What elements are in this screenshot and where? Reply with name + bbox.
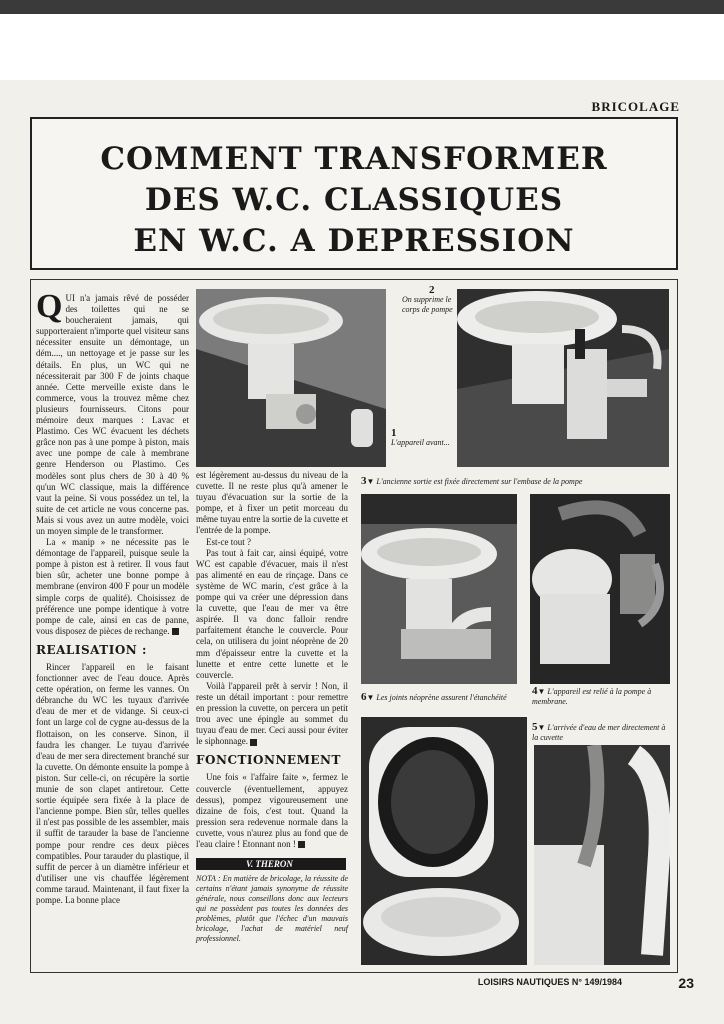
- caption-text: L'ancienne sortie est fixée directement sur l'embase de la pompe: [376, 477, 583, 486]
- photo-sea-water-inlet: [534, 745, 670, 965]
- sea-water-inlet-illustration: [534, 745, 670, 965]
- caption-1: [391, 428, 456, 448]
- intro-paragraph: UI n'a jamais rêvé de posséder des toilettes qui ne se boucheraient jamais, qui supporteraient n'importe quel visiteur sans nécessiter ensuite un démontage, un dém...., un nettoyage et je passe sur les détails. En plus, un WC qui ne nécessiterait par 300 F de joints chaque année. Cette merveille existe dans le commerce, vous la trouvez même chez plusieurs fournisseurs. Citons pour mémoire deux marques : Lavac et Plastimo. Ces WC évacuent les déchets grâce non pas à une pompe à piston, mais avec une pompe de cale à membrane genre Henderson ou Plastimo. Ces modèles sont plus chers de 30 à 40 % qu'un WC classique, mais la différence vaut la peine. Si vous possédez un tel, la suite de cet article ne vous concerne pas. Mais si vous avez un autre modèle, voici un moyen simple de le transformer.: [36, 293, 189, 536]
- drop-cap: Q: [36, 288, 63, 325]
- title-line-2: DES W.C. CLASSIQUES: [144, 182, 564, 218]
- photo-outlet-fixed: [361, 494, 517, 684]
- outlet-fixed-illustration: [361, 494, 517, 684]
- caption-text: L'appareil avant...: [391, 438, 450, 447]
- caption-number: 4: [532, 685, 538, 697]
- page-number: 23: [678, 975, 694, 991]
- end-mark: [298, 841, 305, 848]
- title-line-3: EN W.C. A DEPRESSION: [133, 223, 575, 259]
- title-box: [30, 117, 678, 270]
- caption-3: [361, 476, 671, 487]
- toilet-pump-illustration: [457, 289, 669, 467]
- caption-number: 6: [361, 691, 367, 703]
- caption-text: Les joints néoprène assurent l'étanchéité: [376, 693, 507, 702]
- paragraph: Une fois « l'affaire faite », fermez le couvercle (éventuellement, appuyez dessus), pompez vigoureusement une dizaine de fois, c'est tout. Quand la pression sera redevenue normale dans la cuvette, vous n'aurez plus au fond que de l'eau claire ! Etonnant non !: [196, 772, 348, 849]
- question: Est-ce tout ?: [206, 536, 251, 547]
- end-mark: [250, 739, 257, 746]
- paragraph: Pas tout à fait car, ainsi équipé, votre WC est capable d'évacuer, mais il n'est pas alimenté en eau de rinçage. Dans ce système de WC marin, c'est grâce à la pompe qui va créer une dépression dans la cuvette, que l'eau de mer va être aspirée. Il va donc falloir rendre parfaitement étanche le couvercle. Pour cela, on utilisera du joint néoprène de 20 mm d'épaisseur entre la cuvette et la lunette et entre cette lunette et le couvercle.: [196, 547, 348, 680]
- caption-number: 2: [429, 284, 435, 296]
- end-mark: [172, 628, 179, 635]
- caption-number: 3: [361, 475, 367, 487]
- caption-number: 5: [532, 721, 538, 733]
- pump-connected-illustration: [530, 494, 670, 684]
- nota-paragraph: NOTA : En matière de bricolage, la réussite de certains n'étant jamais synonyme de réussite générale, nous conseillons donc aux lecteurs qui ne possèdent pas toutes les données des problèmes, plutôt que l'échec d'un mauvais bricolage, l'achat de matériel neuf professionnel.: [196, 874, 348, 944]
- photo-pump-connected: [530, 494, 670, 684]
- paragraph: La « manip » ne nécessite pas le démontage de l'appareil, puisque seule la pompe à piston est à retirer. Il vous faut bien sûr, acheter une bonne pompe à membrane (environ 400 F pour un modèle simple corps de qualité). Choisissez de préférence une pompe identique à votre pompe de cale, ainsi en cas de panne, vous disposez de pièces de rechange.: [36, 537, 189, 636]
- caption-6: [361, 692, 511, 703]
- down-arrow-icon: ▼: [366, 477, 375, 486]
- title-line-1: COMMENT TRANSFORMER: [100, 141, 608, 177]
- neoprene-seals-illustration: [361, 717, 527, 965]
- photo-pump-removed: [457, 289, 669, 467]
- down-arrow-icon: ▼: [537, 723, 546, 732]
- toilet-before-illustration: [196, 289, 386, 467]
- scan-top-band: [0, 0, 724, 14]
- article-column-2: [196, 470, 348, 944]
- down-arrow-icon: ▼: [366, 693, 375, 702]
- photo-neoprene-seals: [361, 717, 527, 965]
- subhead-fonctionnement: FONCTIONNEMENT: [196, 753, 341, 768]
- down-arrow-icon: ▼: [537, 687, 546, 696]
- article-column-1: [36, 288, 189, 906]
- caption-number: 1: [391, 427, 397, 439]
- section-label: BRICOLAGE: [591, 99, 680, 114]
- author-byline: V. THERON: [196, 858, 346, 870]
- paragraph: Voilà l'appareil prêt à servir ! Non, il reste un détail important : pour remettre en pression la cuvette, on percera un petit trou avec une épingle au sommet du tuyau d'eau de mer. Ceci aussi pour éviter le siphonnage.: [196, 680, 348, 747]
- caption-5: [532, 722, 672, 743]
- caption-text: L'appareil est relié à la pompe à membrane.: [532, 687, 652, 706]
- paragraph: est légèrement au-dessus du niveau de la cuvette. Il ne reste plus qu'à amener le tuyau d'évacuation sur la sortie de la pompe, et à fixer un petit morceau du même tuyau entre la sortie de la cuvette et l'entrée de la pompe.: [196, 470, 348, 536]
- caption-text: L'arrivée d'eau de mer directement à la cuvette: [532, 723, 666, 742]
- caption-2: [402, 285, 457, 315]
- caption-text: On supprime le corps de pompe: [402, 295, 453, 314]
- paragraph: Rincer l'appareil en le faisant fonctionner avec de l'eau douce. Après cette opération, on ferme les vannes. On débranche du WC les tuyaux d'arrivée d'eau de mer et de vidange. Si ceux-ci font un large col de cygne au-dessus de la flottaison, on les conserve. Sinon, il faudra les changer. Le tuyau d'arrivée d'eau de mer sera directement branché sur la cuvette. On démonte ensuite la pompe à piston. Sur celle-ci, on récupère la sortie munie de son clapet antiretour. Cette sortie équipée sera fixée à la place de l'ancienne pompe. Bien sûr, telles quelles il n'est pas possible de les assembler, mais il suffit de tarauder la base de l'ancienne pompe pour rendre ces deux pièces compatibles. Pour tarauder du plastique, il suffit de percer à un diamètre inférieur et d'utiliser une vis chauffée légèrement comme taraud. Maintenant, il faut fixer la pompe. La bonne place: [36, 662, 189, 905]
- photo-toilet-before: [196, 289, 386, 467]
- caption-4: [532, 686, 672, 707]
- subhead-realisation: REALISATION :: [36, 642, 147, 657]
- footer-magazine: LOISIRS NAUTIQUES N° 149/1984: [477, 977, 622, 987]
